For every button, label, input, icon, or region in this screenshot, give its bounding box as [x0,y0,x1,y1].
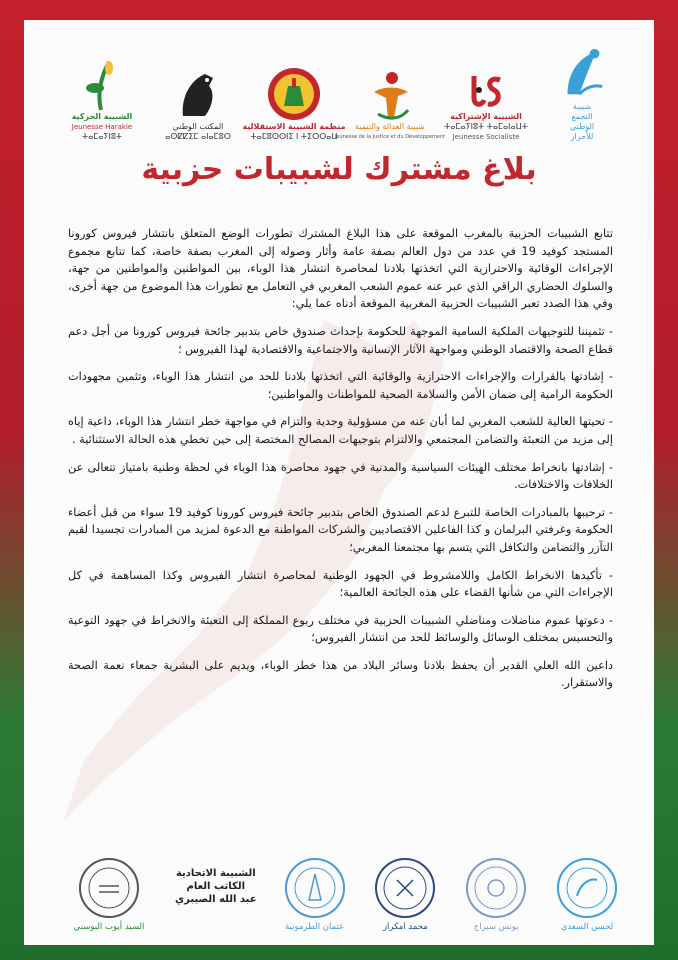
tajamoe-youth-logo [542,46,622,142]
closing-paragraph: داعين الله العلي القدير أن يحفظ بلادنا وسائر البلاد من هذا خطر الوباء، ويديم على البشرية جمعاء نعمة الصحة والاستقرار. [68,658,613,690]
logo-text: الشبيبة الحركية [71,112,133,121]
page-title: بلاغ مشترك لشبيبات حزبية [141,152,537,187]
signature-justice [368,856,442,932]
signature-name: عبد الله الصيبري [175,894,257,905]
logo-text: ⵜⴰⵎⵓⵙⵙⵏⵉ ⵏ ⵜⵉⵔⵔⴰⵡ [250,132,338,141]
horse-emblem-icon [173,66,223,122]
signature-tajamoe [550,856,624,932]
intro-paragraph: تتابع الشبيبات الحزبية بالمغرب الموقعة على هذا البلاغ المشترك تطورات الوضع المتعلق بانتشار فيروس كورونا المستجد كوفيد 19 في عدد من دول العالم بصفة عامة وأثار وصوله إلى المغرب بصفة خاصة، كما تتابع مجموع الإجراءات الوقائية والاحترازية التي اتخذتها بلادنا لمحاصرة انتشار هذا الوباء، بين المواطنين والمواطنين من جهة، والسلوك الحضاري الراقي الذي عبر عنه عموم الشعب المغربي في التعامل مع تطورات هذا الموضوع من جهة أخرى، وفي هذا الصدد تعبر الشبيبات الحزبية المغربية الموقعة أدناه عما يلي: [68,227,613,311]
logo-text: Jeunesse de la Justice et du Développement [334,134,446,140]
logo-text: منظمة الشبيبة الاستقلالية [242,122,346,131]
statement-point: - دعوتها عموم مناضلات ومناضلي الشبيبات الحزبية في مختلف ربوع المملكة إلى التعبئة والانخراط في جهود التوعية والتحسيس بمختلف الوسائل والوسائط للحد من انتشار الفيروس؛ [68,613,613,645]
signature-socialiste [459,856,533,932]
logo-text: المكتب الوطني [172,122,224,131]
signature-name: محمد امكراز [382,922,428,932]
logo-text: Jeunesse Socialiste [452,133,520,141]
signature-org: الشبيبة الاتحادية [175,868,256,879]
logo-text: الوطني [569,122,595,131]
statement-point: - تثميننا للتوجيهات الملكية السامية الموجهة للحكومة بإحداث صندوق خاص بتدبير جائحة فيروس كورونا من أجل دعم قطاع الصحة والاقتصاد الوطني ومواجهة الآثار الإنسانية والاجتماعية والاقتصادية لهذا الفيروس ؛ [68,324,613,356]
statement-point: - تأكيدها الانخراط الكامل واللامشروط في الجهود الوطنية لمحاصرة انتشار الفيروس وكذا المساهمة في كل الإجراءات التي من شأنها القضاء على هذه الجائحة العالمية؛ [68,568,613,600]
justice-development-youth-logo [334,46,446,142]
signature-name: لحسن السعدي [560,922,614,932]
statement-point: - تحيتها العالية للشعب المغربي لما أبان عنه من مسؤولية وجدية والتزام في مواجهة خطر انتشار هذا الوباء، داعية إياه إلى مزيد من التعبئة والتضامن المجتمعي والالتزام بتوجيهات المصالح المختصة إلى حين تخطي هذه الحالة الاستثنائية . [68,415,613,446]
haraka-youth-logo [62,46,142,142]
signature-ittihadia [171,867,261,932]
figure-icon [368,70,412,122]
logo-text: شبيبة [572,102,592,111]
logo-text: التجمع [571,112,593,121]
signature-name: السيد أيوب البوسني [73,922,145,932]
logo-text: ⵜⴰⵎⴰⵢⵏⵓⵜ [81,132,123,141]
party-logos-row [62,42,622,142]
logo-text: ⴰⵙⵇⵇⵉⵎ ⴰⵏⴰⵎⵓⵔ [165,132,231,141]
stamp-icon [464,856,528,920]
stamp-icon [77,856,141,920]
signature-istiqlal [278,856,352,932]
statement-point: - إشادتها بالقرارات والإجراءات الاحترازية والوقائية التي اتخذتها بلادنا للحد من انتشار هذا الوباء، وتثمين مجهودات الحكومة الرامية إلى ضمان الأمن والسلامة الصحية للمواطنات والمواطنين؛ [68,370,613,401]
dove-icon [557,46,607,102]
signature-name: يونس سيراج [473,922,519,932]
stamp-icon [283,856,347,920]
logo-text: شبيبة العدالة والتنمية [355,122,425,131]
signature-haraka [64,856,154,932]
scale-emblem-icon [266,66,322,122]
signature-role: الكاتب العام [186,881,246,892]
statement-point: - ترحيبها بالمبادرات الخاصة للتبرع لدعم الصندوق الخاص بتدبير جائحة فيروس كورونا كوفيد 19 سواء من قبل أعضاء الحكومة وغرفتي البرلمان و كذا الفاعلين الاقتصاديين والشركات المواطنة مع الدعوة لمزيد من المبادرات تجسيدا لقيم التآزر والتضامن والتكافل التي يتسم بها مجتمعنا المغربي؛ [68,505,614,554]
signature-name: عثمان الطرمونية [285,922,345,932]
statement-body [68,225,613,702]
signatures-row [64,832,624,932]
logo-text: Jeunesse Harakie [71,123,133,131]
statement-point: - إشادتها بانخراط مختلف الهيئات السياسية والمدنية في جهود محاصرة هذا الوباء في لحظة وطنية بامتياز تتعالى عن الخلافات والاختلافات. [68,460,613,492]
js-emblem-icon [466,72,506,112]
stamp-icon [555,856,619,920]
jeunesse-socialiste-logo [446,46,526,142]
union-constitutionnelle-youth-logo [158,46,238,142]
document-page [24,20,654,945]
logo-text: الشبيبة الإشتراكية [450,112,522,121]
stamp-icon [373,856,437,920]
logo-text: ⵜⴰⵎⴰⵢⵏⵓⵜ ⵜⴰⵎⴰⵏⴰⵡⵜ [444,122,528,131]
istiqlal-youth-logo [242,46,346,142]
wheat-emblem-icon [79,58,125,112]
logo-text: للأحرار [570,132,594,141]
